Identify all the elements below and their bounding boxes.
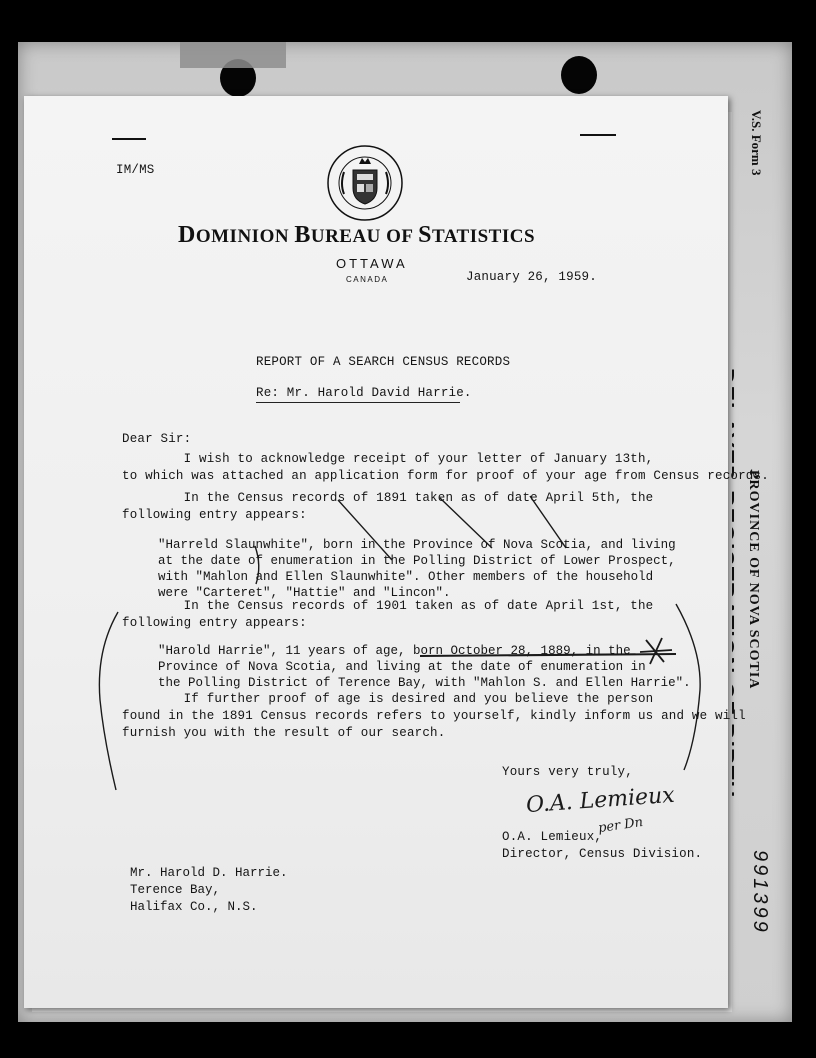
signature-per: per Dn xyxy=(597,814,644,837)
valediction: Yours very truly, xyxy=(502,765,633,779)
letterhead-country: CANADA xyxy=(346,275,389,284)
paragraph-further-proof: If further proof of age is desired and you believe the person found in the 1891 Census records refers to yourself, kindly inform us and we will furnish you with the result of our search. xyxy=(122,692,746,740)
paragraph-acknowledgement: I wish to acknowledge receipt of your letter of January 13th, to which was attached an application form for proof of your age from Census records. xyxy=(122,452,769,483)
handwritten-signature: O.A. Lemieux xyxy=(525,782,676,819)
report-title: REPORT OF A SEARCH CENSUS RECORDS xyxy=(256,355,511,369)
registration-number: 991399 xyxy=(749,850,771,935)
recipient-address: Mr. Harold D. Harrie. Terence Bay, Halifax Co., N.S. xyxy=(130,866,288,914)
form-label: V.S. Form 3 xyxy=(749,110,764,176)
signatory-name: O.A. Lemieux, xyxy=(502,830,603,844)
letterhead-title: DOMINION BUREAU OF STATISTICS xyxy=(178,222,536,248)
salutation: Dear Sir: xyxy=(122,432,192,446)
letterhead-city: OTTAWA xyxy=(336,256,408,271)
typist-initials: IM/MS xyxy=(116,163,155,177)
paragraph-1891-census: In the Census records of 1891 taken as of date April 5th, the following entry appears: xyxy=(122,491,654,522)
province-stamp: PROVINCE OF NOVA SCOTIA xyxy=(746,470,761,690)
quote-1891-entry: "Harreld Slaunwhite", born in the Province of Nova Scotia, and living at the date of enumeration in the Polling District of Lower Prospect, with "Mahlon and Ellen Slaunwhite". Other members of the household were "Carteret", "Hattie" and "Lincon". xyxy=(158,538,676,600)
signatory-title: Director, Census Division. xyxy=(502,847,703,861)
letter-date: January 26, 1959. xyxy=(466,270,597,284)
quote-1901-entry: "Harold Harrie", 11 years of age, born October 28, 1889, in the Province of Nova Scotia, and living at the date of enumeration in the Polling District of Terence Bay, with "Mahlon S. and Ellen Harrie". xyxy=(158,644,691,690)
paragraph-1901-census: In the Census records of 1901 taken as of date April 1st, the following entry appears: xyxy=(122,599,654,630)
subject-line: Re: Mr. Harold David Harrie. xyxy=(256,386,472,400)
